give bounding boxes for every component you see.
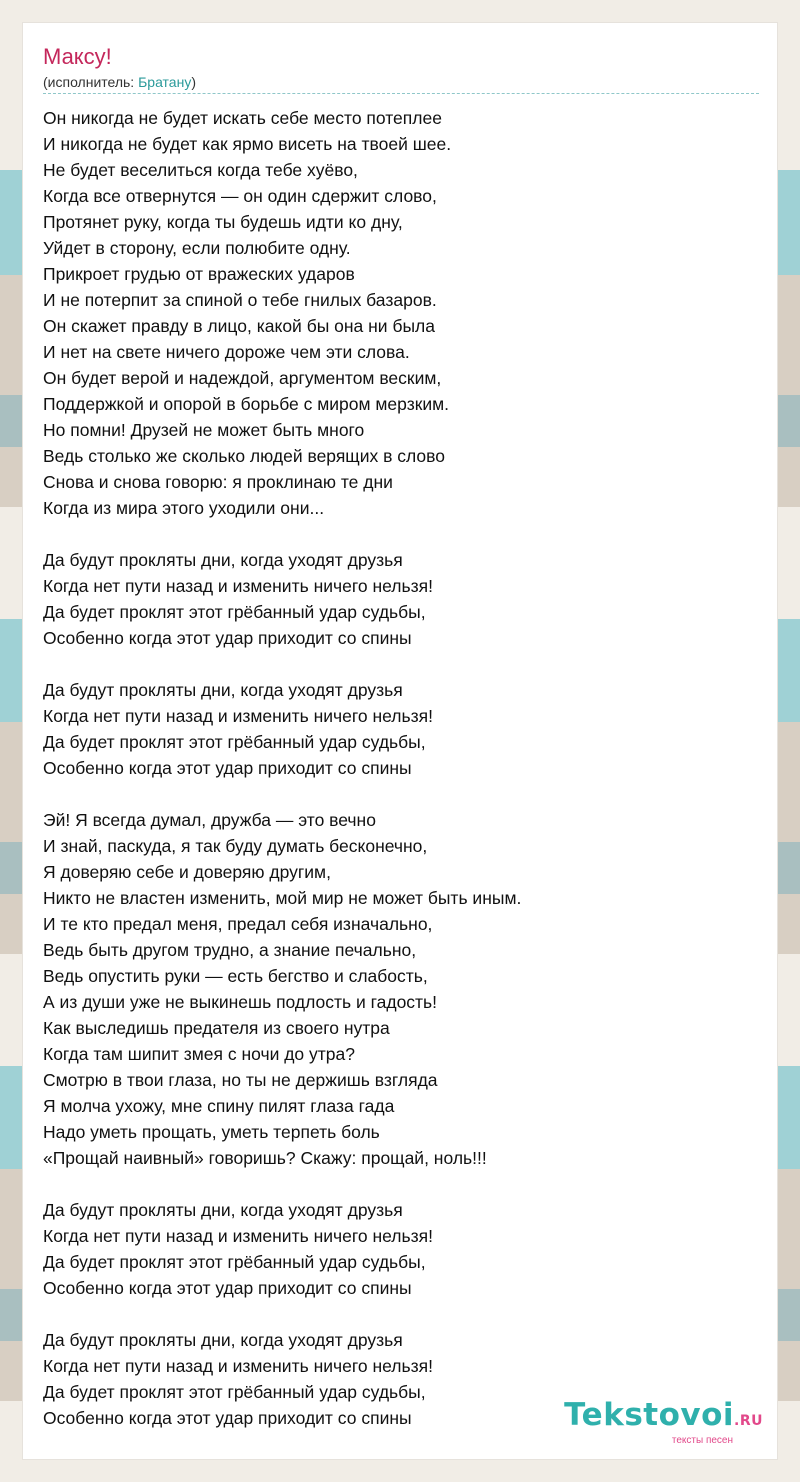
lyric-line: Особенно когда этот удар приходит со спины: [43, 1408, 412, 1428]
lyric-line: Когда нет пути назад и изменить ничего нельзя!: [43, 706, 433, 726]
lyric-line: Не будет веселиться когда тебе хуёво,: [43, 160, 358, 180]
lyric-line: Он скажет правду в лицо, какой бы она ни была: [43, 316, 435, 336]
site-logo[interactable]: [564, 1399, 763, 1447]
lyric-line: И не потерпит за спиной о тебе гнилых базаров.: [43, 290, 437, 310]
lyric-line: Он никогда не будет искать себе место потеплее: [43, 108, 442, 128]
lyric-line: Как выследишь предателя из своего нутра: [43, 1018, 390, 1038]
lyric-line: А из души уже не выкинешь подлость и гадость!: [43, 992, 438, 1012]
artist-prefix: (исполнитель:: [43, 74, 139, 90]
lyric-line: Смотрю в твои глаза, но ты не держишь взгляда: [43, 1070, 438, 1090]
lyric-line: И знай, паскуда, я так буду думать бесконечно,: [43, 836, 428, 856]
lyric-line: Да будут прокляты дни, когда уходят друзья: [43, 1330, 403, 1350]
lyric-line: Да будет проклят этот грёбанный удар судьбы,: [43, 602, 426, 622]
lyric-line: Да будет проклят этот грёбанный удар судьбы,: [43, 732, 426, 752]
logo-name: Tekstovoi: [564, 1397, 735, 1433]
lyric-line: Снова и снова говорю: я проклинаю те дни: [43, 472, 393, 492]
lyric-line: Когда все отвернутся — он один сдержит слово,: [43, 186, 437, 206]
lyric-line: И те кто предал меня, предал себя изначально,: [43, 914, 433, 934]
lyric-line: «Прощай наивный» говоришь? Скажу: прощай, ноль!!!: [43, 1148, 487, 1168]
lyric-line: Да будет проклят этот грёбанный удар судьбы,: [43, 1382, 426, 1402]
lyric-line: Когда нет пути назад и изменить ничего нельзя!: [43, 1226, 433, 1246]
lyric-line: Особенно когда этот удар приходит со спины: [43, 1278, 412, 1298]
lyric-line: Когда нет пути назад и изменить ничего нельзя!: [43, 1356, 433, 1376]
artist-line: [43, 73, 196, 91]
lyric-line: Ведь быть другом трудно, а знание печально,: [43, 940, 417, 960]
lyric-line: Но помни! Друзей не может быть много: [43, 420, 365, 440]
lyric-line: Да будут прокляты дни, когда уходят друзья: [43, 550, 403, 570]
title-divider: [43, 93, 759, 94]
lyric-line: Ведь столько же сколько людей верящих в слово: [43, 446, 445, 466]
lyric-line: Надо уметь прощать, уметь терпеть боль: [43, 1122, 380, 1142]
lyric-line: Ведь опустить руки — есть бегство и слабость,: [43, 966, 428, 986]
lyric-line: Да будут прокляты дни, когда уходят друзья: [43, 1200, 403, 1220]
lyrics-card: [22, 22, 778, 1460]
logo-tagline: тексты песен: [671, 1435, 733, 1446]
lyrics-stanza: [43, 547, 759, 651]
lyric-line: Когда из мира этого уходили они...: [43, 498, 325, 518]
lyric-line: Эй! Я всегда думал, дружба — это вечно: [43, 810, 376, 830]
lyric-line: Когда нет пути назад и изменить ничего нельзя!: [43, 576, 433, 596]
lyric-line: Да будет проклят этот грёбанный удар судьбы,: [43, 1252, 426, 1272]
lyric-line: И нет на свете ничего дороже чем эти слова.: [43, 342, 410, 362]
lyric-line: Когда там шипит змея с ночи до утра?: [43, 1044, 355, 1064]
artist-suffix: ): [191, 74, 196, 90]
lyric-line: Он будет верой и надеждой, аргументом веским,: [43, 368, 442, 388]
lyric-line: Прикроет грудью от вражеских ударов: [43, 264, 355, 284]
lyric-line: И никогда не будет как ярмо висеть на твоей шее.: [43, 134, 452, 154]
lyric-line: Протянет руку, когда ты будешь идти ко дну,: [43, 212, 403, 232]
lyrics-stanza: [43, 807, 759, 1171]
logo-tld: .RU: [734, 1413, 763, 1429]
lyric-line: Особенно когда этот удар приходит со спины: [43, 758, 412, 778]
logo-text: [564, 1399, 763, 1437]
lyric-line: Да будут прокляты дни, когда уходят друзья: [43, 680, 403, 700]
lyric-line: Никто не властен изменить, мой мир не может быть иным.: [43, 888, 522, 908]
lyric-line: Особенно когда этот удар приходит со спины: [43, 628, 412, 648]
lyrics-stanza: [43, 105, 759, 521]
lyrics-stanza: [43, 1197, 759, 1301]
artist-link[interactable]: Братану: [138, 74, 192, 90]
lyric-line: Поддержкой и опорой в борьбе с миром мерзким.: [43, 394, 450, 414]
lyrics-body: [43, 105, 759, 1431]
song-title: Максу!: [43, 44, 112, 69]
lyric-line: Уйдет в сторону, если полюбите одну.: [43, 238, 351, 258]
lyric-line: Я молча ухожу, мне спину пилят глаза гада: [43, 1096, 395, 1116]
lyrics-stanza: [43, 677, 759, 781]
lyric-line: Я доверяю себе и доверяю другим,: [43, 862, 331, 882]
